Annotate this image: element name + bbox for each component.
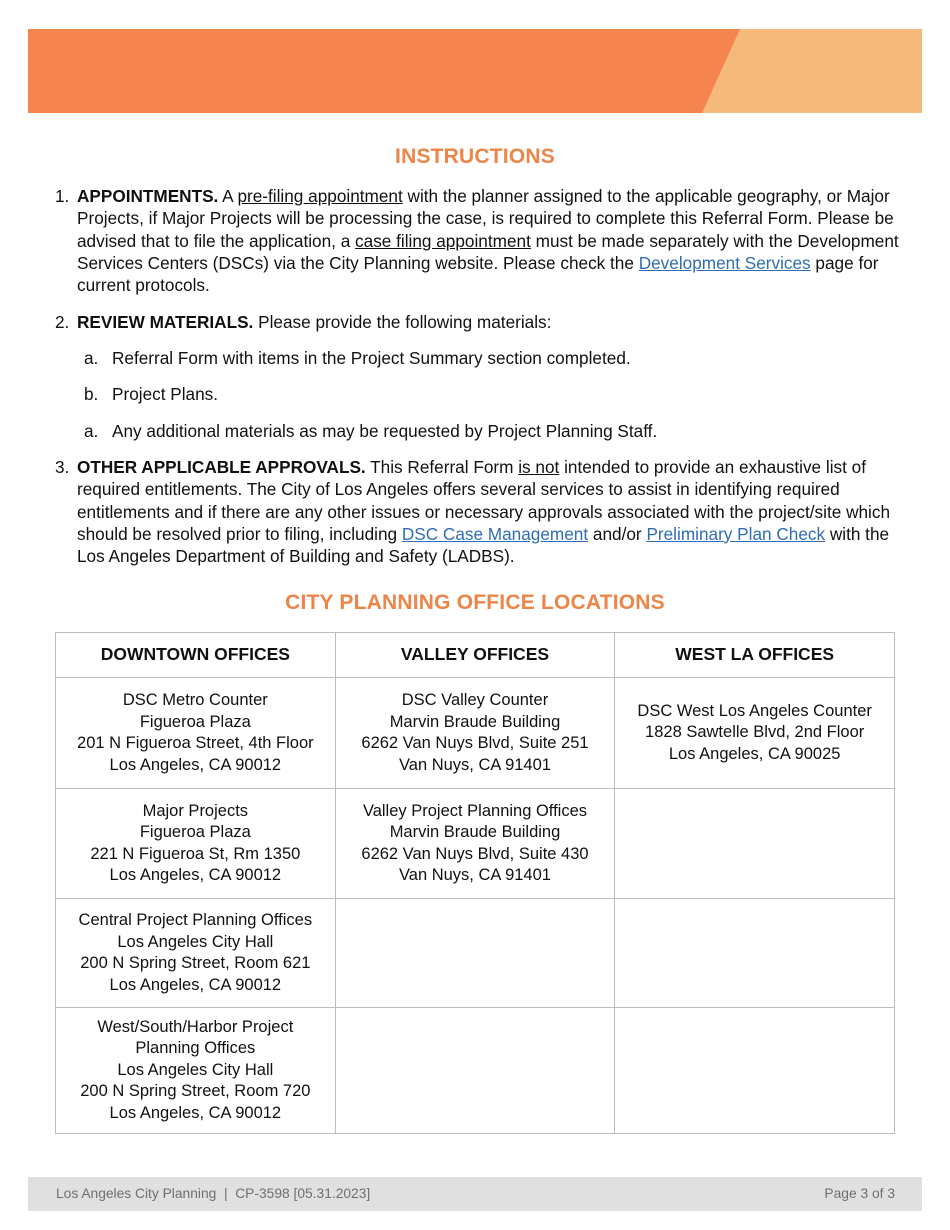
instruction-item-review-materials	[55, 311, 900, 333]
office-cell	[56, 899, 336, 1008]
materials-list-item	[84, 420, 657, 442]
office-cell	[56, 1008, 336, 1134]
preliminary-plan-check-link[interactable]: Preliminary Plan Check	[646, 523, 826, 544]
office-line: 200 N Spring Street, Room 621	[80, 954, 311, 972]
table-row	[56, 678, 895, 789]
item-text: and/or	[588, 523, 647, 544]
development-services-link[interactable]: Development Services	[638, 252, 811, 273]
empty-cell	[615, 1008, 895, 1134]
office-line: 6262 Van Nuys Blvd, Suite 430	[361, 844, 589, 863]
office-line: 6262 Van Nuys Blvd, Suite 251	[361, 734, 589, 752]
instruction-item-other-approvals	[55, 456, 900, 567]
materials-list-item	[84, 347, 631, 369]
column-header-west-la: WEST LA OFFICES	[615, 633, 895, 678]
pre-filing-appointment-text: pre-filing appointment	[237, 186, 403, 206]
office-line: Van Nuys, CA 91401	[399, 755, 551, 774]
office-line: Central Project Planning Offices	[78, 911, 313, 929]
dsc-case-management-link[interactable]: DSC Case Management	[401, 523, 589, 544]
office-line: Planning Offices	[135, 1039, 256, 1058]
office-line: Figueroa Plaza	[139, 712, 251, 731]
office-line: 200 N Spring Street, Room 720	[80, 1082, 311, 1101]
item-text: A	[218, 186, 238, 206]
list-letter: b.	[84, 384, 99, 404]
footer-document-id: Los Angeles City Planning | CP-3598 [05.31.2023]	[56, 1186, 371, 1201]
office-line: Valley Project Planning Offices	[362, 801, 588, 820]
office-line: Los Angeles, CA 90012	[109, 975, 282, 994]
office-cell	[335, 789, 615, 899]
table-row	[56, 899, 895, 1008]
office-line: Los Angeles City Hall	[117, 932, 274, 951]
office-line: DSC West Los Angeles Counter	[637, 701, 872, 720]
item-text: intended to provide an exhaustive list of required entitlements. The City of Los Angeles offers several services to assist in identifying required entitlements and if there are any other issues or necessary approvals associated with the project/site which should be resolved prior to filing, including	[77, 457, 891, 544]
item-text: with the planner assigned to the applicable geography, or Major Projects, if Major Projects will be processing the case, is required to complete this Referral Form. Please be advised that to file the application, a	[77, 186, 894, 251]
instructions-title: INSTRUCTIONS	[395, 145, 555, 168]
office-line: Marvin Braude Building	[389, 712, 561, 731]
footer-page-number: Page 3 of 3	[824, 1186, 895, 1201]
list-letter: a.	[84, 348, 99, 368]
list-text: Any additional materials as may be requested by Project Planning Staff.	[112, 421, 658, 441]
table-row	[56, 789, 895, 899]
item-text: This Referral Form	[365, 457, 519, 477]
empty-cell	[615, 789, 895, 899]
item-label: REVIEW MATERIALS.	[77, 312, 254, 332]
column-header-valley: VALLEY OFFICES	[335, 633, 615, 678]
item-number: 3.	[55, 457, 70, 477]
office-cell	[335, 678, 615, 789]
office-cell	[56, 789, 336, 899]
empty-cell	[615, 899, 895, 1008]
office-line: Figueroa Plaza	[139, 823, 251, 841]
office-line: Los Angeles City Hall	[117, 1060, 274, 1079]
list-letter: a.	[84, 421, 99, 441]
office-cell	[615, 678, 895, 789]
item-text: page for current protocols.	[77, 252, 879, 296]
item-number: 1.	[55, 186, 70, 206]
office-line: DSC Metro Counter	[122, 691, 268, 709]
office-line: Los Angeles, CA 90025	[668, 744, 841, 763]
office-line: Marvin Braude Building	[389, 823, 561, 841]
case-filing-appointment-text: case filing appointment	[355, 230, 531, 251]
office-line: Major Projects	[142, 801, 249, 820]
office-locations-table	[55, 632, 895, 1134]
empty-cell	[335, 1008, 615, 1134]
list-text: Referral Form with items in the Project Summary section completed.	[112, 348, 631, 368]
list-text: Project Plans.	[112, 384, 219, 404]
table-row	[56, 1008, 895, 1134]
office-line: Los Angeles, CA 90012	[109, 755, 282, 774]
is-not-text: is not	[518, 457, 560, 477]
office-cell	[56, 678, 336, 789]
office-line: Van Nuys, CA 91401	[399, 866, 551, 884]
office-line: West/South/Harbor Project	[97, 1017, 294, 1036]
materials-list-item	[84, 383, 218, 405]
office-line: DSC Valley Counter	[401, 691, 549, 709]
column-header-downtown: DOWNTOWN OFFICES	[56, 633, 336, 678]
office-line: Los Angeles, CA 90012	[109, 1103, 282, 1122]
item-label: OTHER APPLICABLE APPROVALS.	[77, 457, 366, 477]
empty-cell	[335, 899, 615, 1008]
item-text: must be made separately with the Development Services Centers (DSCs) via the City Planning website. Please check the	[77, 230, 899, 273]
page-footer	[28, 1177, 922, 1211]
item-text: Please provide the following materials:	[253, 312, 552, 332]
office-line: 1828 Sawtelle Blvd, 2nd Floor	[645, 723, 865, 742]
office-line: 221 N Figueroa St, Rm 1350	[90, 844, 301, 863]
header-banner	[28, 29, 922, 113]
office-line: Los Angeles, CA 90012	[109, 866, 282, 884]
office-locations-title: CITY PLANNING OFFICE LOCATIONS	[285, 591, 665, 614]
item-number: 2.	[55, 312, 70, 332]
instruction-item-appointments	[55, 185, 900, 296]
item-label: APPOINTMENTS.	[77, 186, 219, 206]
header-banner-accent	[702, 29, 922, 113]
office-line: 201 N Figueroa Street, 4th Floor	[77, 734, 314, 752]
item-text: with the Los Angeles Department of Building and Safety (LADBS).	[77, 523, 890, 567]
